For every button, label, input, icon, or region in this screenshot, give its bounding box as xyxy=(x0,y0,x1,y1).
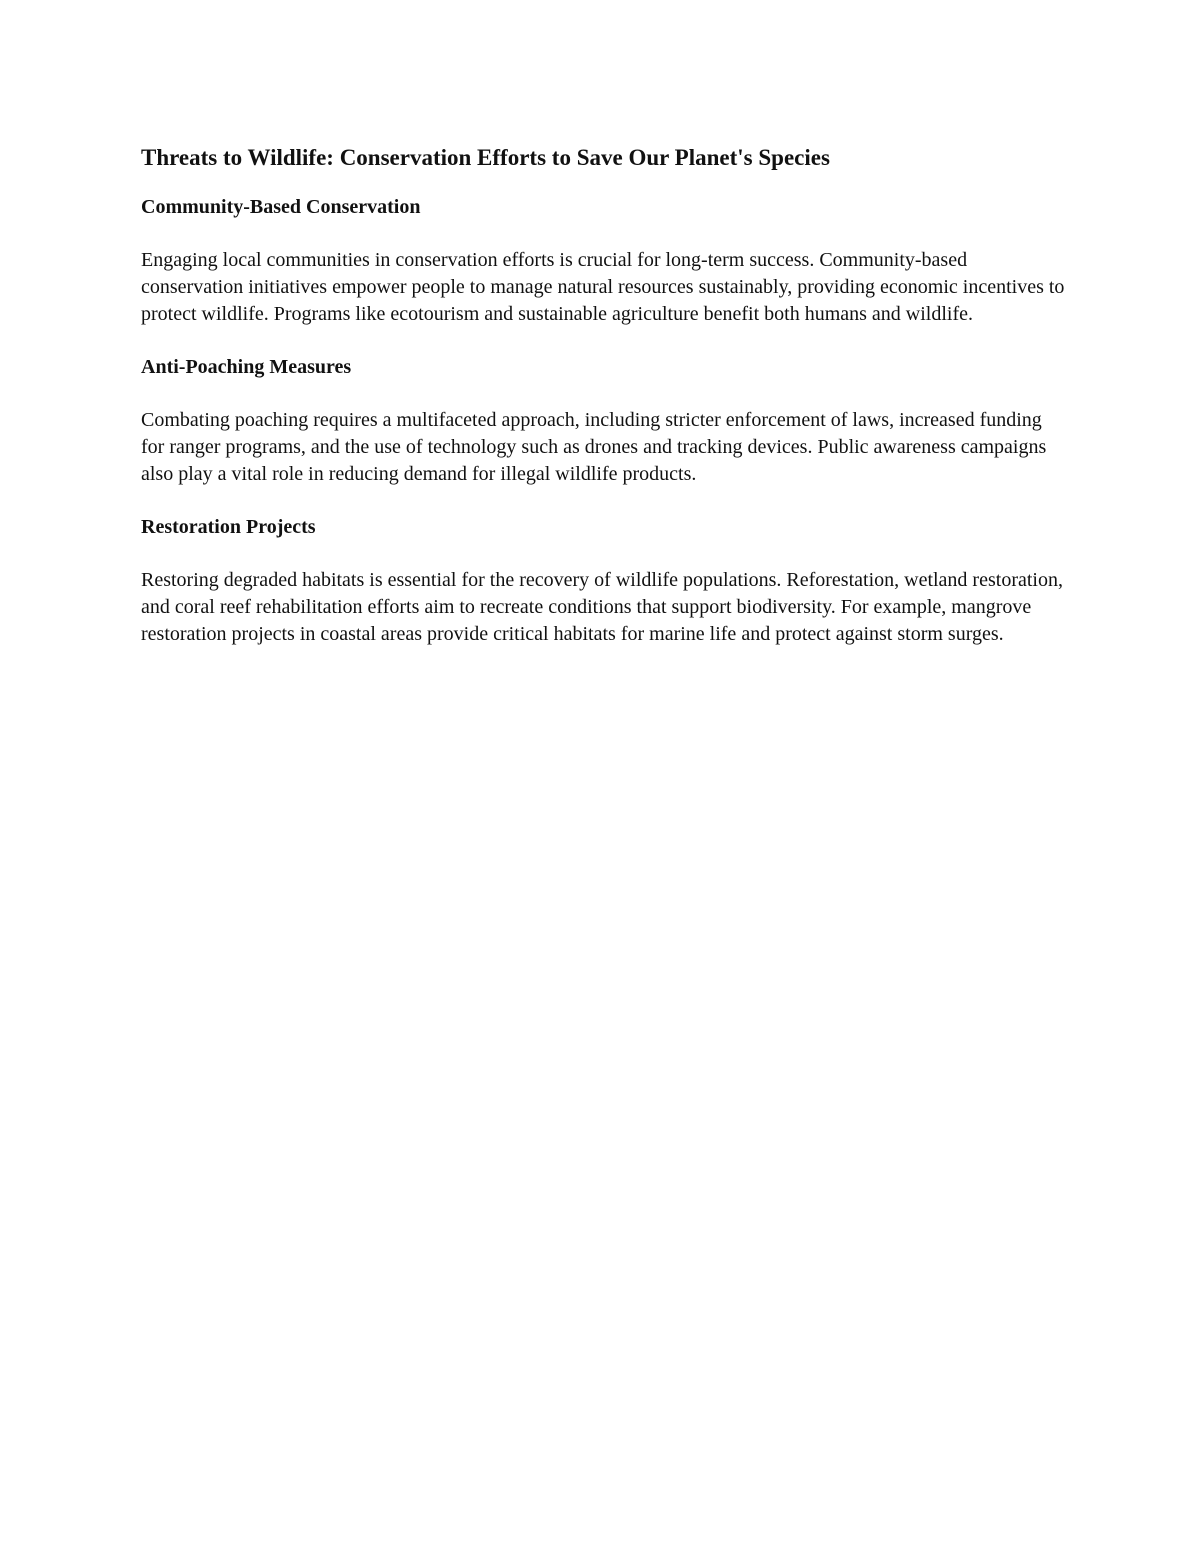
section-heading: Anti-Poaching Measures xyxy=(141,356,352,378)
section-paragraph: Restoring degraded habitats is essential for the recovery of wildlife populations. Reforestation, wetland restoration, and coral reef rehabilitation efforts aim to recreate conditions that support biodiversity. For example, mangrove restoration projects in coastal areas provide critical habitats for marine life and protect against storm surges. xyxy=(141,569,1063,645)
section-community-based-conservation xyxy=(141,193,1066,328)
section-heading: Restoration Projects xyxy=(141,516,316,538)
document-content xyxy=(141,139,1066,673)
section-heading: Community-Based Conservation xyxy=(141,196,421,218)
section-paragraph: Combating poaching requires a multifaceted approach, including stricter enforcement of laws, increased funding for ranger programs, and the use of technology such as drones and tracking devices. Public awareness campaigns also play a vital role in reducing demand for illegal wildlife products. xyxy=(141,409,1047,485)
section-anti-poaching-measures xyxy=(141,353,1066,488)
section-paragraph: Engaging local communities in conservation efforts is crucial for long-term success. Community-based conservation initiatives empower people to manage natural resources sustainably, providing economic incentives to protect wildlife. Programs like ecotourism and sustainable agriculture benefit both humans and wildlife. xyxy=(141,249,1065,325)
section-restoration-projects xyxy=(141,513,1066,648)
document-title: Threats to Wildlife: Conservation Efforts to Save Our Planet's Species xyxy=(141,145,830,170)
